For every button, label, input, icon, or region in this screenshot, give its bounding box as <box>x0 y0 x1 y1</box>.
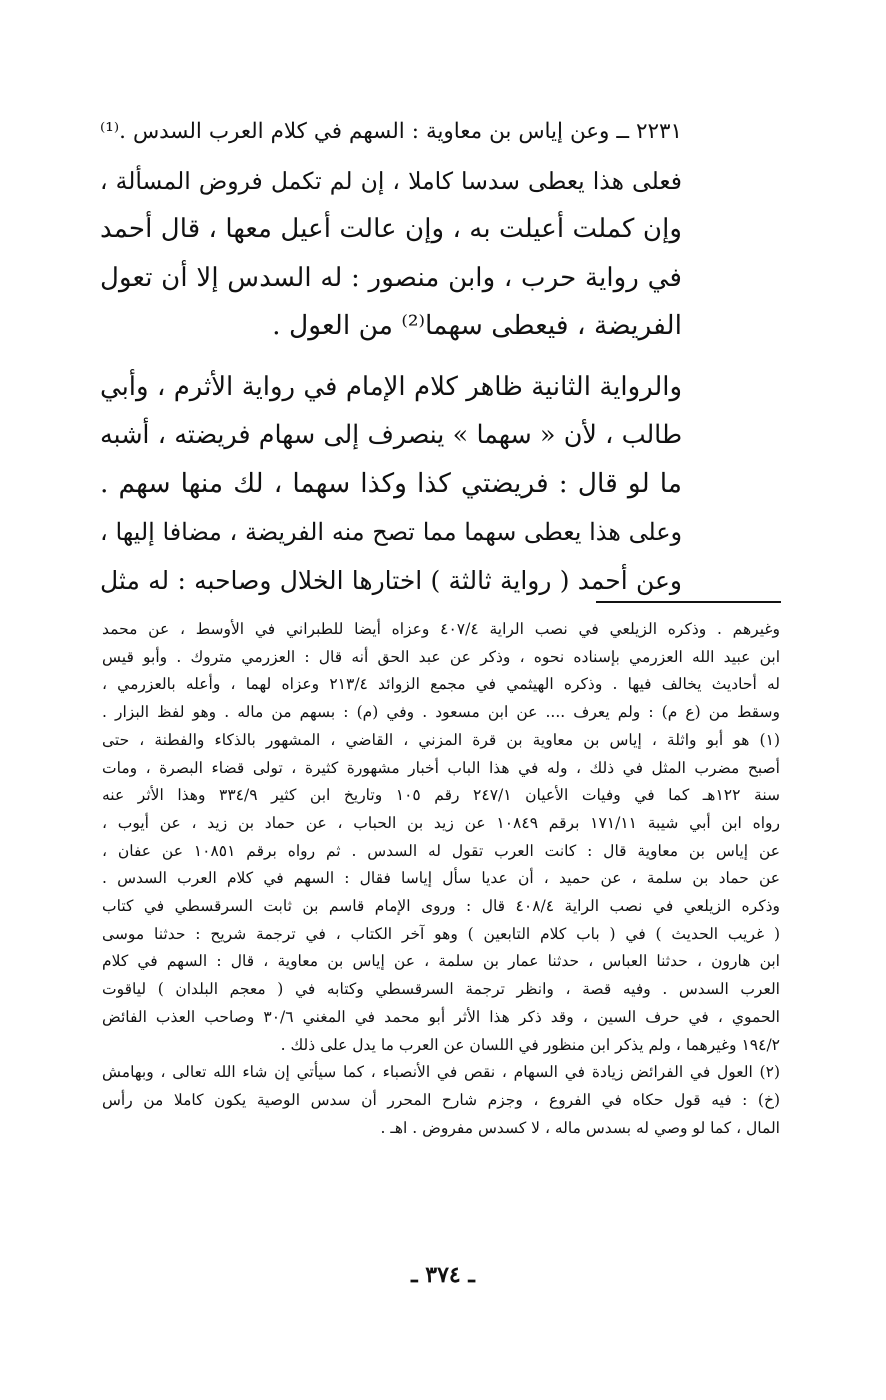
footnote-line: سنة ١٢٢هـ كما في وفيات الأعيان ٢٤٧/١ رقم ١٠٥ وتاريخ ابن كثير ٣٣٤/٩ وهذا الأثر عنه <box>102 786 780 805</box>
footnote-line: ابن عبيد الله العزرمي بإسناده نحوه ، وذكر عن عبد الحق أنه قال : العزرمي متروك . وأبو قيس <box>102 647 780 666</box>
paragraph-2231 <box>100 108 682 351</box>
footnote-line: وذكره الزيلعي في نصب الراية ٤٠٨/٤ قال : وروى الإمام قاسم بن ثابت السرقسطي في كتاب <box>102 897 780 916</box>
footnote-line: ابن هارون ، حدثنا العباس ، حدثنا عمار بن سلمة ، عن إياس بن معاوية ، قال : السهم في كلام <box>102 952 780 971</box>
footnote-line: وسقط من (ع م) : ولم يعرف .... عن ابن مسعود . وفي (م) : بسهم من ماله . وهو لفظ البزار . <box>102 703 780 722</box>
main-text <box>100 108 682 605</box>
footnote-line: ( غريب الحديث ) في ( باب كلام التابعين ) وهو آخر الكتاب ، في ترجمة شريح : حدثنا موسى <box>102 924 780 943</box>
footnote-line: (١) هو أبو واثلة ، إياس بن معاوية بن قرة المزني ، القاضي ، المشهور بالذكاء والفطنة ، حتى <box>102 730 780 749</box>
footnote-line: الحموي ، في حرف السين ، وقد ذكر هذا الأثر أبو محمد في المغني ٣٠/٦ وصاحب العذب الفائض <box>102 1007 780 1026</box>
footnote-line: له أحاديث يخالف فيها . وذكره الهيثمي في مجمع الزوائد ٢١٣/٤ وعزاه لهما ، وأعله بالعزرمي ، <box>102 675 780 694</box>
footnote-line: عن إياس بن معاوية قال : كانت العرب تقول له السدس . ثم رواه برقم ١٠٨٥١ عن عفان ، <box>102 841 780 860</box>
footnote-line: وغيرهم . وذكره الزيلعي في نصب الراية ٤٠٧/٤ وعزاه أيضا للطبراني في الأوسط ، عن محمد <box>102 620 780 638</box>
main-line: والرواية الثانية ظاهر كلام الإمام في رواية الأثرم ، وأبي <box>100 371 682 402</box>
footnote-line: المال ، كما لو وصي له بسدس ماله ، لا كسدس مفروض . اهـ . <box>380 1118 780 1137</box>
main-line: وإن كملت أعيلت به ، وإن عالت أعيل معها ، قال أحمد <box>100 214 682 244</box>
footnotes <box>102 616 780 1142</box>
footnote-line: رواه ابن أبي شيبة ١٧١/١١ برقم ١٠٨٤٩ عن زيد بن الحباب ، عن حماد بن زيد ، عن أيوب ، <box>102 813 780 832</box>
footnote-separator <box>596 601 781 603</box>
main-line: في رواية حرب ، وابن منصور : له السدس إلا أن تعول <box>100 262 682 293</box>
main-line: وعن أحمد ( رواية ثالثة ) اختارها الخلال وصاحبه : له مثل <box>100 565 682 595</box>
paragraph-second-narration <box>100 363 682 606</box>
main-line: وعلى هذا يعطى سهما مما تصح منه الفريضة ، مضافا إليها ، <box>100 518 682 546</box>
main-line: فعلى هذا يعطى سدسا كاملا ، إن لم تكمل فروض المسألة ، <box>100 166 682 195</box>
main-line: الفريضة ، فيعطى سهما⁽²⁾ من العول . <box>272 310 682 341</box>
paragraph-gap <box>100 351 682 363</box>
footnote-line: عن حماد بن سلمة ، عن حميد ، أن عديا سأل إياسا فقال : السهم في كلام العرب السدس . <box>102 869 780 888</box>
main-line: طالب ، لأن « سهما » ينصرف إلى سهام فريضته ، أشبه <box>100 420 682 449</box>
page-number: ـ ٣٧٤ ـ <box>411 1262 475 1288</box>
main-line: ما لو قال : فريضتي كذا وكذا سهما ، لك منها سهم . <box>100 467 682 499</box>
main-line: ٢٢٣١ ــ وعن إياس بن معاوية : السهم في كلام العرب السدس .⁽¹⁾ <box>100 119 682 144</box>
footnote-line: أصبح مضرب المثل في ذلك ، وله في هذا الباب أخبار مشهورة كثيرة ، تولى قضاء البصرة ، ومات <box>102 758 780 777</box>
footnote-line: العرب السدس . وفيه قصة ، وانظر ترجمة السرقسطي وكتابه في ( معجم البلدان ) لياقوت <box>102 980 780 999</box>
footnote-line: (٢) العول في الفرائض زيادة في السهام ، نقص في الأنصباء ، كما سيأتي إن شاء الله تعالى ، وبهامش <box>102 1063 780 1082</box>
footnote-line: ١٩٤/٢ وغيرهما ، ولم يذكر ابن منظور في اللسان عن العرب ما يدل على ذلك . <box>280 1035 780 1054</box>
footnote-line: (خ) : فيه قول حكاه في الفروع ، وجزم شارح المحرر أن سدس الوصية يكون كاملا من رأس <box>102 1090 780 1109</box>
